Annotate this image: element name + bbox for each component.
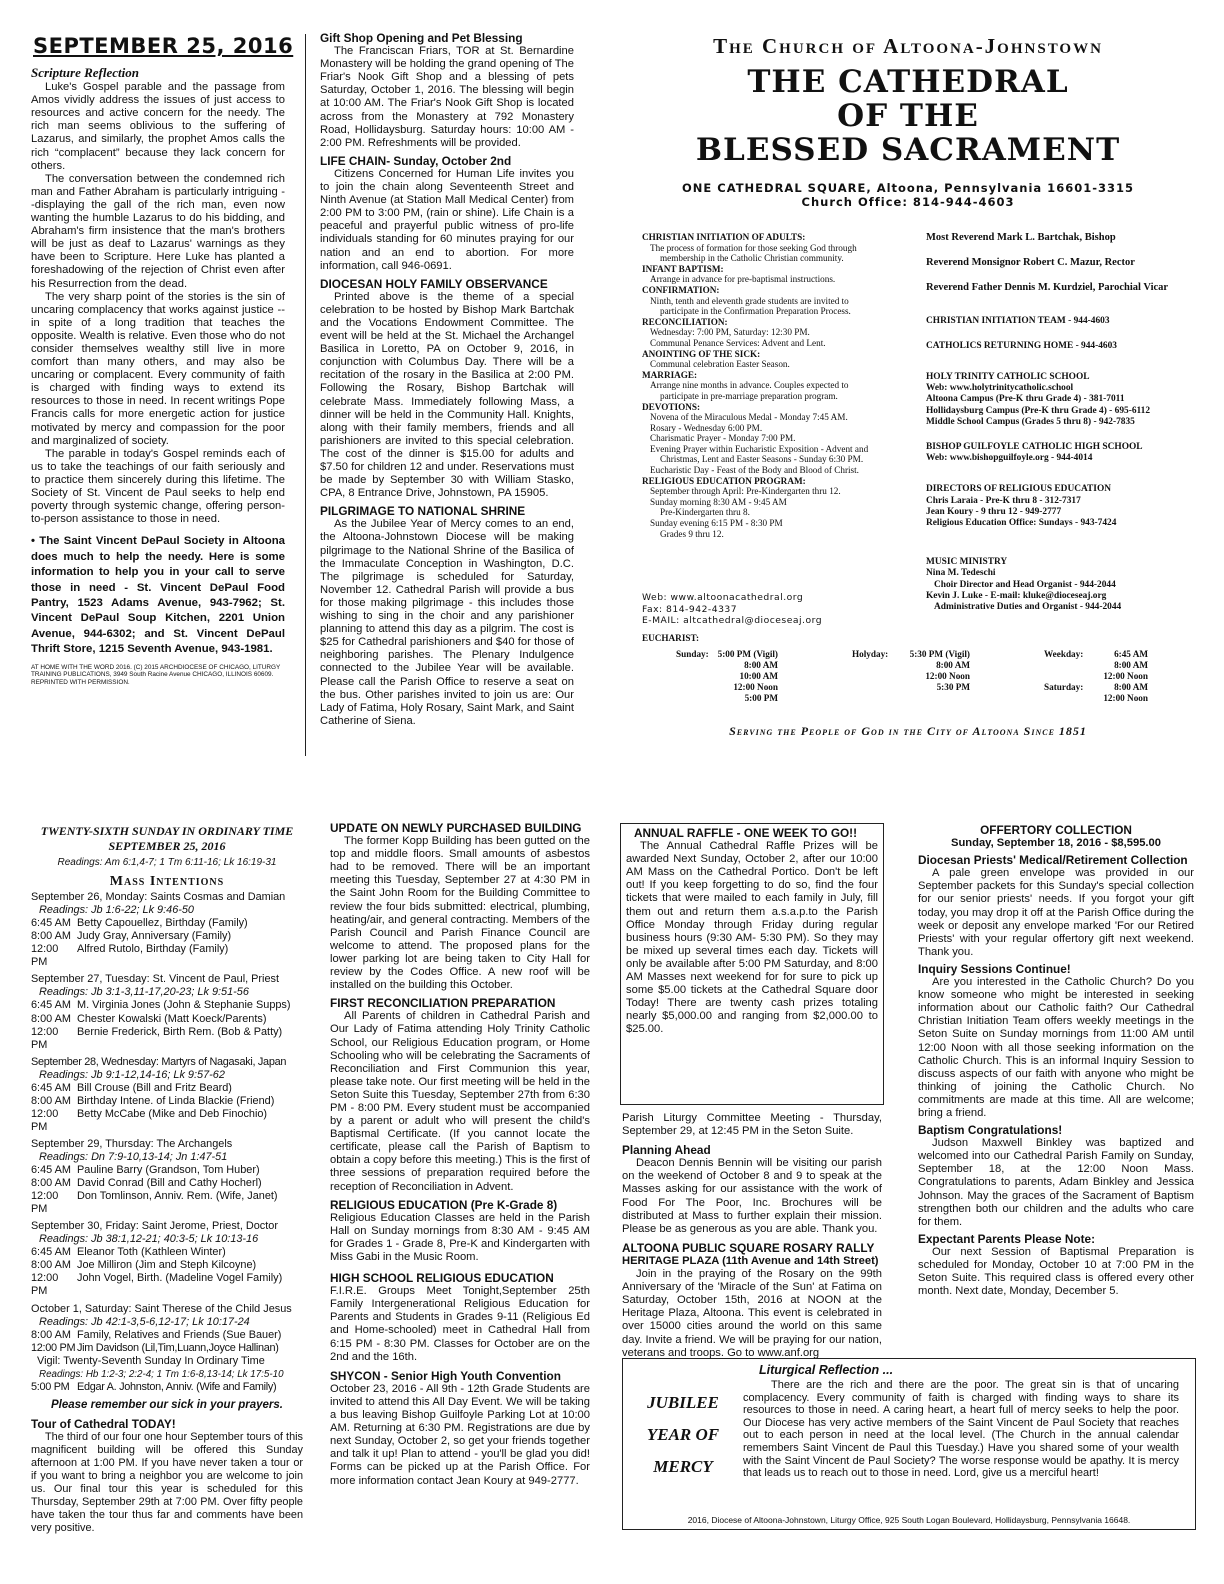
scripture-p4: The parable in today's Gospel reminds each of us to take the teachings of our faith seriously and to practice them sincerely during this lifetime. The Society of St. Vincent de Paul seeks to help end poverty through systemic change, offering person-to-person assistance to those in need. xyxy=(31,447,285,526)
high-school-heading: HIGH SCHOOL RELIGIOUS EDUCATION xyxy=(330,1271,554,1286)
music-ministry: MUSIC MINISTRY Nina M. Tedeschi Choir Director and Head Organist - 944-2044 Kevin J. Luke - E-mail: kluke@dioceseaj.org Administrative Duties and Organist - 944-2044 xyxy=(926,557,1122,613)
mass-intention: 12:00 PM Jim Davidson (Lil,Tim,Luann,Joyce Hallinan) xyxy=(31,1341,279,1354)
priests-collection-body: A pale green envelope was provided in our September packets for this Sunday's special collection for our senior priests' needs. If you forgot your gift today, you may drop it off at the Parish Office during the week or deposit any envelope marked 'For our Retired Priests' with your regular offertory gift next weekend. Thank you. xyxy=(918,867,1194,958)
liturgical-reflection-footer: 2016, Diocese of Altoona-Johnstown, Liturgy Office, 925 South Logan Boulevard, Hollidaysburg, Pennsylvania 16648. xyxy=(687,1515,1131,1525)
pilgrimage-body: As the Jubilee Year of Mercy comes to an end, the Altoona-Johnstown Diocese will be making pilgrimage to the National Shrine of the Basilica of the Immaculate Conception in Washington, D.C. The pilgrimage is scheduled for Saturday, November 12. Cathedral Parish will provide a bus for those making pilgrimage - this includes those wishing to sing in the choir and any parishioner planning to attend this day as a pilgrim. The cost is $25 for Cathedral parishioners and $40 for those of neighboring parishes. The Plenary Indulgence connected to the Jubilee Year will be available. Please call the Parish Office to reserve a seat on the bus. Other parishes invited to join us are: Our Lady of Fatima, Holy Rosary, Saint Mark, and Saint Catherine of Siena. xyxy=(320,518,574,727)
scripture-p1: Luke's Gospel parable and the passage from Amos vividly address the issues of just access to resources and active concern for the needy. The rich man seems oblivious to the suffering of Lazarus, and similarly, the prophet Amos calls the rich “complacent” because they lack concern for others. xyxy=(31,81,285,172)
mass-intention: 8:00 AM Family, Relatives and Friends (Sue Bauer) xyxy=(31,1328,282,1341)
liturgy-committee: Parish Liturgy Committee Meeting - Thursday, September 29, at 12:45 PM in the Seton Suite. xyxy=(622,1112,882,1138)
mass-intentions-heading: Mass Intentions xyxy=(109,874,225,890)
shycon-body: October 23, 2016 - All 9th - 12th Grade Students are invited to attend this All Day Event. We will be taking a bus leaving Bishop Guilfoyle Parking Lot at 10:00 AM. Returning at 6:30 PM. Registrations are due by next Sunday, October 2, so get your friends together and talk it up! Plan to attend - you'll be glad you did! Forms can be picked up at the Parish Office. For more information contact Jean Koury at 949-2777. xyxy=(330,1382,590,1487)
bishop-guilfoyle-school: BISHOP GUILFOYLE CATHOLIC HIGH SCHOOL Web: www.bishopguilfoyle.org - 944-4014 xyxy=(926,442,1143,464)
mass-intention: 6:45 AM Betty Capouellez, Birthday (Family) xyxy=(31,917,248,930)
scripture-reflection xyxy=(31,66,285,686)
liturgical-reflection-box xyxy=(622,1358,1196,1530)
reconciliation-heading: FIRST RECONCILIATION PREPARATION xyxy=(330,996,556,1011)
planning-ahead-body: Deacon Dennis Bennin will be visiting our parish on the weekend of October 8 and 9 to speak at the Masses asking for our assistance with the work of Food For The Poor, Inc. Brochures will be distributed at Mass to further explain their mission. Please be as generous as you are able. Thank you. xyxy=(622,1157,882,1235)
gift-shop-body: The Franciscan Friars, TOR at St. Bernardine Monastery will be holding the grand opening of The Friar's Nook Gift Shop and a blessing of pets Saturday, October 1, 2016. The blessing will begin at 10:00 AM. The Friar's Nook Gift Shop is located across from the Monastery at 792 Monastery Road, Hollidaysburg. Saturday hours: 10:00 AM - 2:00 PM. Refreshments will be provided. xyxy=(320,45,574,149)
mass-intention: 12:00 PM Alfred Rutolo, Birthday (Family) xyxy=(31,943,229,969)
day-heading: September 26, Monday: Saints Cosmas and Damian xyxy=(31,891,286,904)
inquiry-heading: Inquiry Sessions Continue! xyxy=(918,961,1071,976)
holy-family-body: Printed above is the theme of a special celebration to be hosted by Bishop Mark Bartchak and the Vocations Endowment Committee. The event will be held at the St. Michael the Archangel Basilica in Loretto, PA on October 9, 2016, in conjunction with Columbus Day. There will be a recitation of the rosary in the Basilica at 2:00 PM. Following the Rosary, Bishop Bartchak will celebrate Mass. Immediately following Mass, a dinner will be held in the Community Hall. Knights, along with their family members, friends and all parishioners are invited to this special celebration. The cost of the dinner is $15.00 for adults and $7.50 for children 12 and under. Reservations must be made by September 30 with William Stasko, CPA, 8 Entrance Drive, Johnstown, PA 15905. xyxy=(320,290,574,500)
raffle-body: The Annual Cathedral Raffle Prizes will be awarded Next Sunday, October 2, after our 10:00 AM Mass on the Cathedral Portico. Don't be left out! If you keep forgetting to do so, find the four tickets that were mailed to each family in July, fill them out and return them a.s.a.p.to the Parish Office Monday through Friday during regular business hours (9:30 AM- 5:30 PM). So they may be mixed up several times each day. Tickets will only be available after 5:00 PM Saturday, and 8:00 AM Masses next weekend for for sure to pick up some $5.00 tickets at the Cathedral Square door Today! There are twenty cash prizes totaling nearly $5,000.00 and ranging from $2,000.00 to $25.00. xyxy=(626,840,878,1036)
mass-intention: 6:45 AM Bill Crouse (Bill and Fritz Beard) xyxy=(31,1081,232,1094)
priests-collection-heading: Diocesan Priests' Medical/Retirement Collection xyxy=(918,853,1188,868)
education-column xyxy=(330,822,590,1488)
saturday-times: 8:00 AM 12:00 Noon xyxy=(1103,682,1148,703)
day-heading: October 1, Saturday: Saint Therese of the Child Jesus xyxy=(31,1302,292,1315)
religious-ed-heading: RELIGIOUS EDUCATION (Pre K-Grade 8) xyxy=(330,1197,558,1212)
liturgical-reflection-body: There are the rich and there are the poor. The great sin is that of uncaring complacency. Every community of faith is charged with finding ways to share its resources to those in need. A caring heart, a heart full of mercy seeks to help the poor. Our Diocese has very active members of the Saint Vincent de Paul Society that reaches out to each person in need at the local level. (The Church in the annual calendar remembers Saint Vincent de Paul this Tuesday.) Have you shared some of your wealth with the Saint Vincent de Paul Society? The worse response would be apathy. It is mercy that leads us to reach out to those in need. Lord, give us a merciful heart! xyxy=(743,1379,1179,1480)
church-name: The Church of Altoona-Johnstown xyxy=(713,34,1103,58)
reconciliation-body: All Parents of children in Cathedral Parish and Our Lady of Fatima attending Holy Trinity Catholic School, our Religious Education program, or Home Schooling who will be celebrating the Sacraments of Reconciliation and First Communion this year, please take note. Our first meeting will be held in the Seton Suite this Tuesday, September 27th from 6:30 PM - 8:00 PM. Every student must be accompanied by a parent or adult who will present the child's Baptismal Certificate. (If you cannot locate the certificate, please call the Parish of Baptism to obtain a copy before this meeting.) This is the first of three sessions of preparation required before the reception of Reconciliation in Advent. xyxy=(330,1010,590,1193)
rosary-rally-body: Join in the praying of the Rosary on the 99th Anniversary of the 'Miracle of the Sun' at Fatima on Saturday, October 15th, 2016 at NOON at the Heritage Plaza, Altoona. This event is celebrated in over 15000 cities around the world on this same day. Invite a friend. We will be praying for our nation, veterans and troops. Go to www.anf.org xyxy=(622,1268,882,1359)
religious-ed-body: Religious Education Classes are held in the Parish Hall on Sunday mornings from 8:30 AM - 9:45 AM for Grades 1 - Grade 8, Pre-K and Kindergarten with Miss Gabi in the Music Room. xyxy=(330,1211,590,1263)
mass-intention: 6:45 AM M. Virginia Jones (John & Stephanie Supps) xyxy=(31,999,291,1012)
building-heading: UPDATE ON NEWLY PURCHASED BUILDING xyxy=(330,821,582,835)
sunday-readings: Readings: Am 6:1,4-7; 1 Tm 6:11-16; Lk 16:19-31 xyxy=(57,857,277,868)
column-divider xyxy=(305,34,306,756)
scripture-credit: AT HOME WITH THE WORD 2016. (C) 2015 ARCHDIOCESE OF CHICAGO, LITURGY TRAINING PUBLICATIONS, 3949 South Racine Avenue CHICAGO, ILLINOIS 60609. REPRINTED WITH PERMISSION. xyxy=(31,663,281,686)
staff-info: Most Reverend Mark L. Bartchak, Bishop Reverend Monsignor Robert C. Mazur, Rector Reverend Father Dennis M. Kurdziel, Parochial Vicar CHRISTIAN INITIATION TEAM - 944-4603 CATHOLICS RETURNING HOME - 944-4603 HOLY TRINITY CATHOLIC SCHOOL Web: www.holytrinitycatholic.school Altoona Campus (Pre-K thru Grade 4) - 381-7011 Hollidaysburg Campus (Pre-K thru Grade 4) - 695-6112 Middle School Campus (Grades 5 thru 8) - 942-7835 BISHOP GUILFOYLE CATHOLIC HIGH SCHOOL Web: www.bishopguilfoyle.org - 944-4014 DIRECTORS OF RELIGIOUS EDUCATION Chris Laraia - Pre-K thru 8 - 312-7317 Jean Koury - 9 thru 12 - 949-2777 Religious Education Office: Sundays - 943-7424 MUSIC MINISTRY Nina M. Tedeschi Choir Director and Head Organist - 944-2044 Kevin J. Luke - E-mail: kluke@dioceseaj.org Administrative Duties and Organist - 944-2044 xyxy=(926,232,1196,627)
baptism-body: Judson Maxwell Binkley was baptized and welcomed into our Cathedral Parish Family on Sunday, September 18, at the 12:00 Noon Mass. Congratulations to parents, Adam Binkley and Jessica Johnson. May the graces of the Sacrament of Baptism strengthen both our children and the adults who care for them. xyxy=(918,1137,1194,1228)
mass-intention: 6:45 AM Pauline Barry (Grandson, Tom Huber) xyxy=(31,1164,260,1177)
announcements-column xyxy=(320,32,574,728)
rosary-rally-sub: HERITAGE PLAZA (11th Avenue and 14th Street) xyxy=(622,1254,879,1267)
parochial-vicar: Reverend Father Dennis M. Kurdziel, Parochial Vicar xyxy=(926,282,1169,294)
baptism-heading: Baptism Congratulations! xyxy=(918,1123,1063,1138)
scripture-p3: The very sharp point of the stories is the sin of uncaring complacency that works against justice --in spite of a long tradition that teaches the opposite. Wealth is relative. Even those who do not consider themselves wealthy still live in more comfort than many others, and may also be uncaring or complacent. Every community of faith is charged with finding ways to extend its resources to those in need. In recent writings Pope Francis calls for more energetic action for justice motivated by mercy and compassion for the poor and marginalized of society. xyxy=(31,290,285,447)
holyday-label: Holyday: xyxy=(852,649,889,659)
day-heading: Vigil: Twenty-Seventh Sunday In Ordinary Time xyxy=(37,1354,265,1367)
mass-intention: 8:00 AM Chester Kowalski (Matt Koeck/Parents) xyxy=(31,1012,267,1025)
day-heading: September 27, Tuesday: St. Vincent de Paul, Priest xyxy=(31,973,280,986)
eucharist-schedule: EUCHARIST: Sunday: 5:00 PM (Vigil) 8:00 AM 10:00 AM 12:00 Noon 5:00 PM Holyday: 5:30 PM (Vigil) 8:00 AM 12:00 Noon 5:30 PM Weekday: 6:45 AM 8:00 AM 12:00 Noon Saturday: 8:00 AM 12:00 Noon xyxy=(642,633,1148,703)
web-contact xyxy=(642,592,822,627)
mass-intention: 12:00 PM Bernie Frederick, Birth Rem. (Bob & Patty) xyxy=(31,1025,283,1051)
weekday-label: Weekday: xyxy=(1044,649,1084,659)
mass-intention: 12:00 PM Betty McCabe (Mike and Deb Finochio) xyxy=(31,1107,268,1133)
mass-intention: 6:45 AM Eleanor Toth (Kathleen Winter) xyxy=(31,1246,226,1259)
remember-sick: Please remember our sick in your prayers. xyxy=(50,1398,284,1411)
svdp-bullet: • The Saint Vincent DePaul Society in Altoona does much to help the needy. Here is some information to help you in your call to serve those in need - St. Vincent DePaul Food Pantry, 1523 Adams Avenue, 943-7962; St. Vincent DePaul Soup Kitchen, 2201 Union Avenue, 944-6302; and St. Vincent DePaul Thrift Store, 1215 Seventh Avenue, 943-1981. xyxy=(31,535,286,656)
expectant-parents-heading: Expectant Parents Please Note: xyxy=(918,1231,1096,1246)
tour-body: The third of our four one hour September tours of this magnificent building will be offered this Sunday afternoon at 1:00 PM. If you have never taken a tour or if you want to bring a neighbor you are welcome to join us. Our final tour this year is scheduled for this Thursday, September 29th at 7:00 PM. Over fifty people have taken the tour thus far and comments have been very positive. xyxy=(31,1430,303,1535)
sacraments-info: CHRISTIAN INITIATION OF ADULTS: The process of formation for those seeking God through membership in the Catholic Christian community. INFANT BAPTISM: Arrange in advance for pre-baptismal instructions. CONFIRMATION: Ninth, tenth and eleventh grade students are invited to participate in the Confirmation Preparation Process. RECONCILIATION: Wednesday: 7:00 PM, Saturday: 12:30 PM. Communal Penance Services: Advent and Lent. ANOINTING OF THE SICK: Communal celebration Easter Season. MARRIAGE: Arrange nine months in advance. Couples expected to participate in pre-marriage preparation program. DEVOTIONS: Novena of the Miraculous Medal - Monday 7:45 AM. Rosary - Wednesday 6:00 PM. Charismatic Prayer - Monday 7:00 PM. Evening Prayer within Eucharistic Exposition - Advent and Christmas, Lent and Easter Seasons - Sunday 6:30 PM. Eucharistic Day - Feast of the Body and Blood of Christ. RELIGIOUS EDUCATION PROGRAM: September through April: Pre-Kindergarten thru 12. Sunday morning 8:30 AM - 9:45 AM Pre-Kindergarten thru 8. Sunday evening 6:15 PM - 8:30 PM Grades 9 thru 12. xyxy=(642,232,869,539)
day-heading: September 29, Thursday: The Archangels xyxy=(31,1137,233,1150)
planning-ahead-heading: Planning Ahead xyxy=(622,1143,711,1158)
bulletin-date: SEPTEMBER 25, 2016 xyxy=(33,34,294,58)
offertory-amount: Sunday, September 18, 2016 - $8,595.00 xyxy=(951,837,1161,850)
holy-trinity-school: HOLY TRINITY CATHOLIC SCHOOL Web: www.holytrinitycatholic.school Altoona Campus (Pre-K thru Grade 4) - 381-7011 Hollidaysburg Campus (Pre-K thru Grade 4) - 695-6112 Middle School Campus (Grades 5 thru 8) - 942-7835 xyxy=(926,372,1151,427)
masthead xyxy=(628,34,1188,209)
life-chain-heading: LIFE CHAIN- Sunday, October 2nd xyxy=(320,153,512,168)
shycon-heading: SHYCON - Senior High Youth Convention xyxy=(330,1368,561,1383)
address: ONE CATHEDRAL SQUARE, Altoona, Pennsylvania 16601-3315 Church Office: 814-944-4603 xyxy=(682,181,1134,209)
serving-tagline: Serving the People of God in the City of Altoona Since 1851 xyxy=(729,724,1087,738)
jubilee-logo: JUBILEE YEAR OF MERCY xyxy=(646,1393,720,1476)
sunday-title: TWENTY-SIXTH SUNDAY IN ORDINARY TIME SEPTEMBER 25, 2016 xyxy=(40,824,294,853)
tour-heading: Tour of Cathedral TODAY! xyxy=(31,1416,176,1431)
liturgical-reflection-title: Liturgical Reflection ... xyxy=(759,1363,894,1377)
saturday-label: Saturday: xyxy=(1044,682,1084,692)
fax: Fax: 814-942-4337 xyxy=(642,603,738,615)
scripture-p2: The conversation between the condemned rich man and Father Abraham is particularly intriguing --displaying the gall of the rich man, even now wanting the humble Lazarus to do his bidding, and Abraham's firm insistence that the man's brothers will be just as deaf to Lazarus' warnings as they have been to Scripture. Here Luke has planted a foreshadowing of the rejection of Christ even after his Resurrection from the dead. xyxy=(31,172,285,290)
weekday-times: 6:45 AM 8:00 AM 12:00 Noon xyxy=(1103,649,1148,681)
rector: Reverend Monsignor Robert C. Mazur, Rector xyxy=(926,257,1135,269)
building-body: The former Kopp Building has been gutted on the top and middle floors. Small amounts of asbestos had to be removed. There will be an important meeting this Tuesday, September 27 at 4:30 PM in the Saint John Room for the Building Committee to review the four bids submitted: electrical, plumbing, heating/air, and general contracting. Members of the Parish Council and Parish Finance Council are welcome to attend. The proposed plans for the lower parking lot are being taken to City Hall for review by the Codes Office. A new roof will be installed on the building this October. xyxy=(330,835,590,992)
mass-intention: 8:00 AM Judy Gray, Anniversary (Family) xyxy=(31,930,232,943)
day-heading: September 28, Wednesday: Martyrs of Nagasaki, Japan xyxy=(31,1055,287,1068)
mass-intention: 5:00 PM Edgar A. Johnston, Anniv. (Wife and Family) xyxy=(31,1380,277,1393)
religious-education-directors: DIRECTORS OF RELIGIOUS EDUCATION Chris Laraia - Pre-K thru 8 - 312-7317 Jean Koury - 9 thru 12 - 949-2777 Religious Education Office: Sundays - 943-7424 xyxy=(926,484,1117,529)
sunday-label: Sunday: xyxy=(676,649,709,659)
website-link[interactable]: Web: www.altoonacathedral.org xyxy=(642,592,804,603)
email-link[interactable]: E-MAIL: altcathedral@dioceseaj.org xyxy=(642,615,823,626)
expectant-parents-body: Our next Session of Baptismal Preparation is scheduled for Monday, October 10 at 7:00 PM in the Seton Suite. This required class is offered every other month. Next date, Monday, December 5. xyxy=(918,1245,1194,1298)
pilgrimage-heading: PILGRIMAGE TO NATIONAL SHRINE xyxy=(320,504,526,519)
holyday-times: 5:30 PM (Vigil) 8:00 AM 12:00 Noon 5:30 PM xyxy=(909,649,970,692)
mass-intention: 8:00 AM Birthday Intene. of Linda Blackie (Friend) xyxy=(31,1094,275,1107)
rosary-rally-heading: ALTOONA PUBLIC SQUARE ROSARY RALLY xyxy=(622,1240,875,1255)
day-heading: September 30, Friday: Saint Jerome, Priest, Doctor xyxy=(31,1220,278,1233)
holy-family-heading: DIOCESAN HOLY FAMILY OBSERVANCE xyxy=(320,276,548,291)
life-chain-body: Citizens Concerned for Human Life invites you to join the chain along Seventeenth Street and Ninth Avenue (at Station Mall Medical Center) from 2:00 PM to 3:00 PM, (rain or shine). Life Chain is a peaceful and prayerful public witness of pro-life individuals standing for 60 minutes praying for our nation and an end to abortion. For more information, call 946-0691. xyxy=(320,167,574,272)
parish-news-column xyxy=(622,1112,882,1360)
mass-intentions-column: TWENTY-SIXTH SUNDAY IN ORDINARY TIME SEPTEMBER 25, 2016 Readings: Am 6:1,4-7; 1 Tm 6:11-16; Lk 16:19-31 Mass Intentions September 26, Monday: Saints Cosmas and Damian Readings: Jb 1:6-22; Lk 9:46-50 6:45 AM Betty Capouellez, Birthday (Family) 8:00 AM Judy Gray, Anniversary (Family) 12:00 PM Alfred Rutolo, Birthday (Family) September 27, Tuesday: St. Vincent de Paul, Priest Readings: Jb 3:1-3,11-17,20-23; Lk 9:51-56 6:45 AM M. Virginia Jones (John & Stephanie Supps) 8:00 AM Chester Kowalski (Matt Koeck/Parents) 12:00 PM Bernie Frederick, Birth Rem. (Bob & Patty) September 28, Wednesday: Martyrs of Nagasaki, Japan Readings: Jb 9:1-12,14-16; Lk 9:57-62 6:45 AM Bill Crouse (Bill and Fritz Beard) 8:00 AM Birthday Intene. of Linda Blackie (Friend) 12:00 PM Betty McCabe (Mike and Deb Finochio) September 29, Thursday: The Archangels Readings: Dn 7:9-10,13-14; Jn 1:47-51 6:45 AM Pauline Barry (Grandson, Tom Huber) 8:00 AM David Conrad (Bill and Cathy Hocherl) 12:00 PM Don Tomlinson, Anniv. Rem. (Wife, Janet) September 30, Friday: Saint Jerome, Priest, Doctor Readings: Jb 38:1,12-21; 40:3-5; Lk 10:13-16 6:45 AM Eleanor Toth (Kathleen Winter) 8:00 AM Joe Milliron (Jim and Steph Kilcoyne) 12:00 PM John Vogel, Birth. (Madeline Vogel Family) October 1, Saturday: Saint Therese of the Child Jesus Readings: Jb 42:1-3,5-6,12-17; Lk 10:17-24 8:00 AM Family, Relatives and Friends (Sue Bauer) 12:00 PM Jim Davidson (Lil,Tim,Luann,Joyce Hallinan) Vigil: Twenty-Seventh Sunday In Ordinary Time Readings: Hb 1:2-3; 2:2-4; 1 Tm 1:6-8,13-14; Lk 17:5-10 5:00 PM Edgar A. Johnston, Anniv. (Wife and Family) Please remember our sick in your prayers. Tour of Cathedral TODAY! The third of our four one hour September tours of this magnificent building will be offered this Sunday afternoon at 1:00 PM. If you have never taken a tour or if you want to bring a neighbor you are welcome to join us. Our final tour this year is scheduled for this Thursday, September 29th at 7:00 PM. Over fifty people have taken the tour thus far and comments have been very positive. xyxy=(31,824,303,1535)
gift-shop-heading: Gift Shop Opening and Pet Blessing xyxy=(320,31,523,45)
inquiry-body: Are you interested in the Catholic Church? Do you know someone who might be interested in seeking information about our Catholic faith? Our Cathedral Christian Initiation Team offers weekly meetings in the Seton Suite on Sunday mornings from 11:00 AM until 12:00 Noon with all those seeking information on the Catholic Church. This is an informal Inquiry Session to discuss aspects of our faith with anyone who might be thinking of joining the Catholic Church. No commitments are made at this time. All are welcome; bring a friend. xyxy=(918,976,1194,1119)
cathedral-title: THE CATHEDRAL OF THE BLESSED SACRAMENT xyxy=(695,64,1121,168)
scripture-title: Scripture Reflection xyxy=(31,65,139,80)
mass-intention: 12:00 PM John Vogel, Birth. (Madeline Vogel Family) xyxy=(31,1272,283,1298)
bishop: Most Reverend Mark L. Bartchak, Bishop xyxy=(926,232,1116,243)
offertory-column xyxy=(918,824,1194,1298)
mass-intention: 8:00 AM David Conrad (Bill and Cathy Hocherl) xyxy=(31,1177,262,1190)
sunday-times: 5:00 PM (Vigil) 8:00 AM 10:00 AM 12:00 Noon 5:00 PM xyxy=(717,649,778,703)
offertory-heading: OFFERTORY COLLECTION xyxy=(980,823,1132,837)
raffle-content xyxy=(626,827,878,1037)
raffle-heading: ANNUAL RAFFLE - ONE WEEK TO GO!! xyxy=(634,826,858,840)
mass-intention: 8:00 AM Joe Milliron (Jim and Steph Kilcoyne) xyxy=(31,1259,257,1272)
mass-intention: 12:00 PM Don Tomlinson, Anniv. Rem. (Wife, Janet) xyxy=(31,1190,278,1216)
high-school-body: F.I.R.E. Groups Meet Tonight,September 25th Family Intergenerational Religious Education for Parents and Students in Grades 9-11 (Religious Ed and Home-schooled) meet in Cathedral Hall from 6:15 PM - 8:30 PM. Classes for October are on the 2nd and the 16th. xyxy=(330,1285,590,1363)
